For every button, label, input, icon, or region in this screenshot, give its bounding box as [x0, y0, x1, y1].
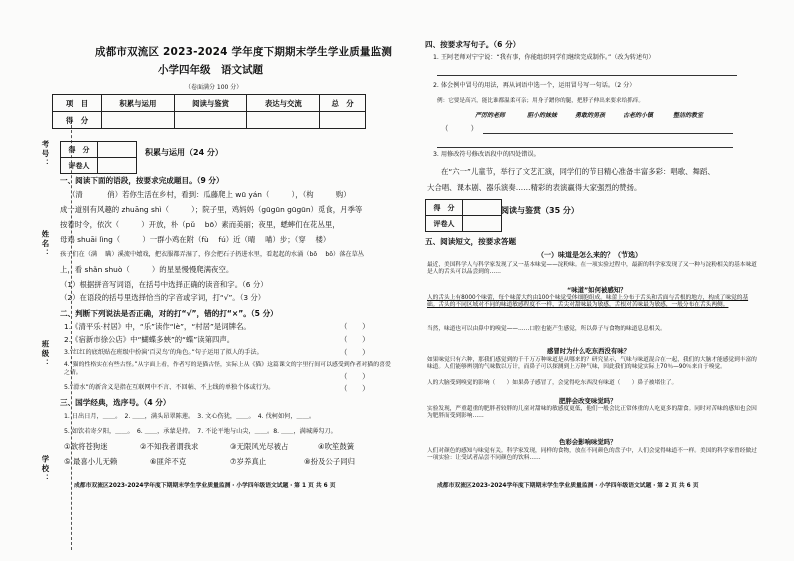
word-option: 严厉的老师: [475, 112, 506, 119]
passage-heading: 肥胖会改变味觉吗？: [559, 397, 617, 405]
q2-item: 2.《宿新市徐公店》中“蝴蝶多蛱”的“蝶”读第四声。: [64, 335, 235, 344]
q1-line: 母鸡 shuāi lìng（ ）一群小鸡在附（fù fú）近（晴 喵）步；（穿 楼）: [60, 235, 331, 244]
grader-box: [60, 141, 137, 174]
q4-item: 2. 体会例中冒号的用法，再从词语中选一个，运用冒号写一句话。（2 分）: [433, 82, 636, 89]
class-label: 班级：: [41, 340, 50, 369]
score-note: （卷面满分 100 分）: [185, 84, 243, 91]
answer-bracket[interactable]: （ ）: [340, 372, 370, 381]
blank-bracket: （ ）: [441, 124, 478, 133]
grader-label: 评卷人: [426, 216, 463, 232]
q4-heading: 四、按要求写句子。（6 分）: [425, 40, 521, 49]
answer-line[interactable]: [437, 147, 733, 148]
passage-paragraph: 人们对颜色的感知与味觉有关。科学家发现，同样的食物，放在不同颜色的盘子中，人们会觉得味道不一样。美国的科学家曾经做过一项实验：让受试者品尝不同颜色的饮料……: [427, 448, 757, 462]
q3-option: ③无限风光尽被占: [230, 442, 289, 451]
q1-line: 按着时令，依次（ ）开放，朴（pǔ bō）素而美丽；夜里，蟋蟀们在花丛里，: [60, 220, 340, 229]
q3-line: 5. 如饮若寄夕阳，＿＿。 6. ＿＿，承蒙是持。 7. 不论平地与山尖，＿＿。8. ＿＿，满城薄勾刀。: [64, 428, 337, 435]
q5-heading: 五、阅读短文，按要求答题: [425, 237, 517, 246]
q4-example: 例：它要是高兴，能比谁都温柔可亲；用身子蹭你的腿，把脖子伸出来要求给抓痒。: [437, 98, 644, 104]
q1-line: 孩子们在（满 瞒）溪流中嬉戏，把衣服都弄湿了，你会把石子扔进水里，看起起的水涌（bō bō）落在草丛: [60, 251, 364, 258]
page-footer: 成都市双流区2023-2024学年度下期期末学生学业质量监测・小学四年级语文试题・第 1 页 共 6 页: [74, 483, 336, 489]
answer-bracket[interactable]: （ ）: [340, 322, 370, 331]
q4-item: 3. 用修改符号修改语段中的四处错误。: [433, 151, 540, 158]
q3-option: ②不知我者谓我求: [140, 442, 199, 451]
word-option: 整洁的教室: [673, 112, 704, 119]
q2-item: 1.《清平乐·村居》中，“乐”读作“lè”，“村居”是词牌名。: [64, 322, 251, 331]
passage-paragraph: 最近，美国科学人与科学家发现了又一基本味觉——淀粉味。在一项实验过程中，最新的科学家发现了又一种与淀粉相关的基本味道是人的舌头可以品尝到的……: [427, 262, 757, 276]
score-header: 阅读与鉴赏: [174, 95, 247, 112]
q3-option: ①欲将苍狗迷: [64, 442, 108, 451]
grader-label: 评卷人: [61, 158, 98, 174]
grader-score-label: 得 分: [61, 142, 98, 158]
q2-item: 3.“红红的底纸贴在班级中扮演‘百灵鸟’的角色。”句子运用了拟人的手法。: [64, 349, 263, 356]
passage-heading: 色彩会影响味觉吗？: [559, 438, 617, 446]
school-label: 学校：: [41, 455, 50, 484]
passage-title: （一）味道是怎么来的？（节选）: [537, 251, 642, 259]
grader-cell[interactable]: [463, 216, 502, 232]
answer-bracket[interactable]: （ ）: [340, 335, 370, 344]
answer-bracket[interactable]: （ ）: [340, 348, 370, 357]
page-footer: 成都市双流区2023-2024学年度下期期末学生学业质量监测・小学四年级语文试题・第 2 页 共 6 页: [437, 483, 699, 489]
q1-line: 上，看 shǎn shuò（ ）的星星慢慢爬满夜空。: [60, 265, 234, 274]
exam-title: 成都市双流区 2023-2024 学年度下期期末学生学业质量监测: [95, 46, 393, 58]
passage-paragraph: 人的大脑受到嗅觉的影响（ ）如果鼻子感冒了，会觉得吃东西没有味道（ ）鼻子被堵住了。: [427, 380, 678, 386]
answer-bracket[interactable]: （ ）: [340, 384, 370, 393]
passage-paragraph: 实验发现，严重超重的肥胖者较胖的儿童对甜味的敏感度更低，他们一般会比正常体重的人吃更多的甜食。同时对苦味的感知也会因为肥胖而受到影响……: [427, 406, 757, 420]
score-header: 项 目: [53, 95, 102, 112]
score-cell[interactable]: [247, 112, 320, 129]
name-label: 姓名：: [41, 230, 50, 259]
section2-title: 阅读与鉴赏（35 分）: [501, 206, 579, 215]
grader-score-label: 得 分: [426, 200, 463, 216]
q4-item: 1. 王阿老师对宁宁说：“我有事，你能组织同学们继续完成制作。”（改为转述句）: [433, 54, 655, 61]
passage-paragraph: 如果味觉只有六种，那我们感觉到的千千万万种味道是从哪来的？研究显示，气味与味道混合在一起，我们的大脑才能感觉到丰富的味道。人们能够辨别的气味数以万计，而鼻子可以探测到上万种气味，因此我们的味觉实际上70％—90％来自于嗅觉。: [427, 357, 757, 371]
exam-subtitle: 小学四年级 语文试题: [158, 64, 263, 76]
q3-option: ⑧扮及公子同归: [304, 457, 355, 466]
q1-line: （清 俏）若你生活在乡村，看到：瓜藤爬上 wū yán（ ），（构 购）: [68, 190, 351, 199]
q2-item: 4.“猫的性格实在有些古怪。”从字面上看，作者写的是猫古怪，实际上从《猫》这篇课文的字里行间可以感受到作者对猫的喜爱之情。: [64, 362, 391, 376]
q1-line: 成一道别有风趣的 zhuāng shì（ ）；院子里，鸡妈妈（gūgūn gūgūn）觅食，月季等: [60, 205, 363, 214]
score-table: [52, 94, 366, 129]
grader-score-cell[interactable]: [463, 200, 502, 216]
word-option: 胆小的妹妹: [527, 112, 558, 119]
passage-paragraph: 人的舌头上有8000个味蕾，每个味蕾大约由100个味觉受体细胞组成。味蕾上分布于舌头和舌面与舌根的地方，构成了味觉的基础。舌头的不同区域对不同的味道敏感程度不一样，舌尖对甜味最为敏感，舌根对苦味最为敏感，一般分布在舌头两侧。: [427, 295, 749, 309]
q1-heading: 一、阅读下面的语段，按要求完成题目。（9 分）: [60, 176, 224, 185]
answer-line[interactable]: [483, 133, 733, 134]
grader-cell[interactable]: [98, 158, 137, 174]
passage-heading: 感冒时为什么吃东西没有味？: [547, 347, 631, 355]
q3-option: ⑦岁养真止: [230, 457, 267, 466]
score-cell[interactable]: [174, 112, 247, 129]
q1-sub: （1）根据拼音写词语，在括号中选择正确的读音和字。（6 分）: [60, 280, 268, 289]
q3-option: ⑥匪斧不克: [150, 457, 187, 466]
q3-line: 1. 日出日月，＿＿。 2. ＿＿，满头昂翠陈莲。 3. 文心伤犹，＿＿。 4. 伐柯如何，＿＿。: [64, 413, 316, 420]
score-row-label: 得 分: [53, 112, 102, 129]
q4-passage: 大合唱、课本剧、器乐演奏……精彩的表演赢得大家强烈的赞扬。: [427, 183, 642, 192]
score-cell[interactable]: [102, 112, 175, 129]
word-option: 古老的小镇: [623, 112, 654, 119]
passage-heading: “味道”如何被感知？: [567, 286, 627, 294]
q3-heading: 三、国学经典，选序号。（4 分）: [60, 398, 171, 407]
word-option: 勇敢的男孩: [575, 112, 606, 119]
passage-paragraph: 当然，味道也可以由鼻中的嗅觉——……口腔也能产生感觉，所以鼻子与食物的味道息息相关。: [427, 326, 666, 332]
answer-line[interactable]: [437, 75, 737, 76]
grader-score-cell[interactable]: [98, 142, 137, 158]
q2-item: 5.“滑水”的新含义是指在互联网中不言、不回帖、不上线的单独个体或行为。: [64, 384, 275, 391]
q3-option: ⑤ 最喜小儿无赖: [64, 457, 118, 466]
q1-sub: （2）在语段的括号里选择恰当的字音或字词，打“√”。（3 分）: [60, 293, 266, 302]
q2-heading: 二、判断下列说法是否正确，对的打“√”，错的打“×”。（5 分）: [60, 309, 278, 318]
score-header: 总 分: [320, 95, 366, 112]
section1-title: 积累与运用（24 分）: [145, 148, 223, 157]
score-cell[interactable]: [320, 112, 366, 129]
grader-box: [425, 199, 502, 232]
id-label: 考号：: [41, 140, 50, 169]
q3-option: ④吹笙鼓簧: [318, 442, 355, 451]
right-page: [397, 0, 794, 561]
score-header: 积累与运用: [102, 95, 175, 112]
score-header: 表达与交流: [247, 95, 320, 112]
q4-passage: 在“六一”儿童节，举行了文艺汇演，同学们的节目精心准备丰富多彩：唱歌、舞蹈、: [441, 167, 715, 176]
